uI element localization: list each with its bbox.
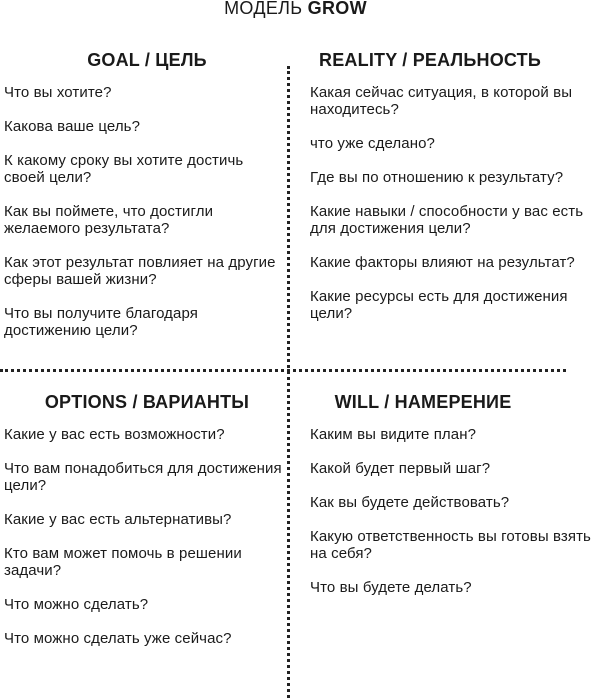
question-item: Какие факторы влияют на результат? [310, 254, 575, 271]
question-item: Какую ответственность вы готовы взять на себя? [310, 528, 591, 562]
question-item: Что можно сделать? [4, 596, 149, 613]
question-item: что уже сделано? [310, 135, 435, 152]
question-item: Какие ресурсы есть для достижения цели? [310, 288, 568, 322]
question-item: Что вам понадобиться для достижения цели? [4, 460, 282, 494]
quadrant-options [4, 390, 286, 664]
question-item: Какие у вас есть альтернативы? [4, 511, 232, 528]
question-item: Как вы поймете, что достигли желаемого результата? [4, 203, 214, 237]
title-prefix: МОДЕЛЬ [224, 0, 303, 18]
question-item: Где вы по отношению к результату? [310, 169, 564, 186]
question-list-will [310, 426, 591, 596]
question-item: Как вы будете действовать? [310, 494, 510, 511]
question-item: Какие навыки / способности у вас есть для достижения цели? [310, 203, 584, 237]
question-list-goal [4, 84, 286, 339]
horizontal-dotted-divider [0, 369, 566, 372]
question-item: К какому сроку вы хотите достичь своей цели? [4, 152, 244, 186]
question-item: Какой будет первый шаг? [310, 460, 491, 477]
question-item: Какая сейчас ситуация, в которой вы находитесь? [310, 84, 573, 118]
vertical-dotted-divider [287, 66, 290, 698]
question-item: Как этот результат повлияет на другие сферы вашей жизни? [4, 254, 276, 288]
quadrant-reality [310, 48, 591, 339]
question-item: Кто вам может помочь в решении задачи? [4, 545, 242, 579]
question-item: Что вы хотите? [4, 84, 112, 101]
quadrant-heading-goal: GOAL / ЦЕЛЬ [87, 50, 207, 70]
quadrant-goal [4, 48, 286, 356]
quadrant-heading-options: OPTIONS / ВАРИАНТЫ [44, 392, 250, 412]
quadrant-will [310, 390, 591, 613]
page-title [0, 0, 591, 19]
quadrant-heading-reality: REALITY / РЕАЛЬНОСТЬ [319, 50, 541, 70]
question-list-reality [310, 84, 591, 322]
question-item: Что вы получите благодаря достижению цели? [4, 305, 198, 339]
question-item: Что можно сделать уже сейчас? [4, 630, 232, 647]
question-item: Какие у вас есть возможности? [4, 426, 225, 443]
title-emphasis: GROW [307, 0, 367, 18]
question-item: Каким вы видите план? [310, 426, 477, 443]
question-item: Что вы будете делать? [310, 579, 472, 596]
quadrant-heading-will: WILL / НАМЕРЕНИЕ [334, 392, 512, 412]
question-item: Какова ваше цель? [4, 118, 141, 135]
question-list-options [4, 426, 286, 647]
